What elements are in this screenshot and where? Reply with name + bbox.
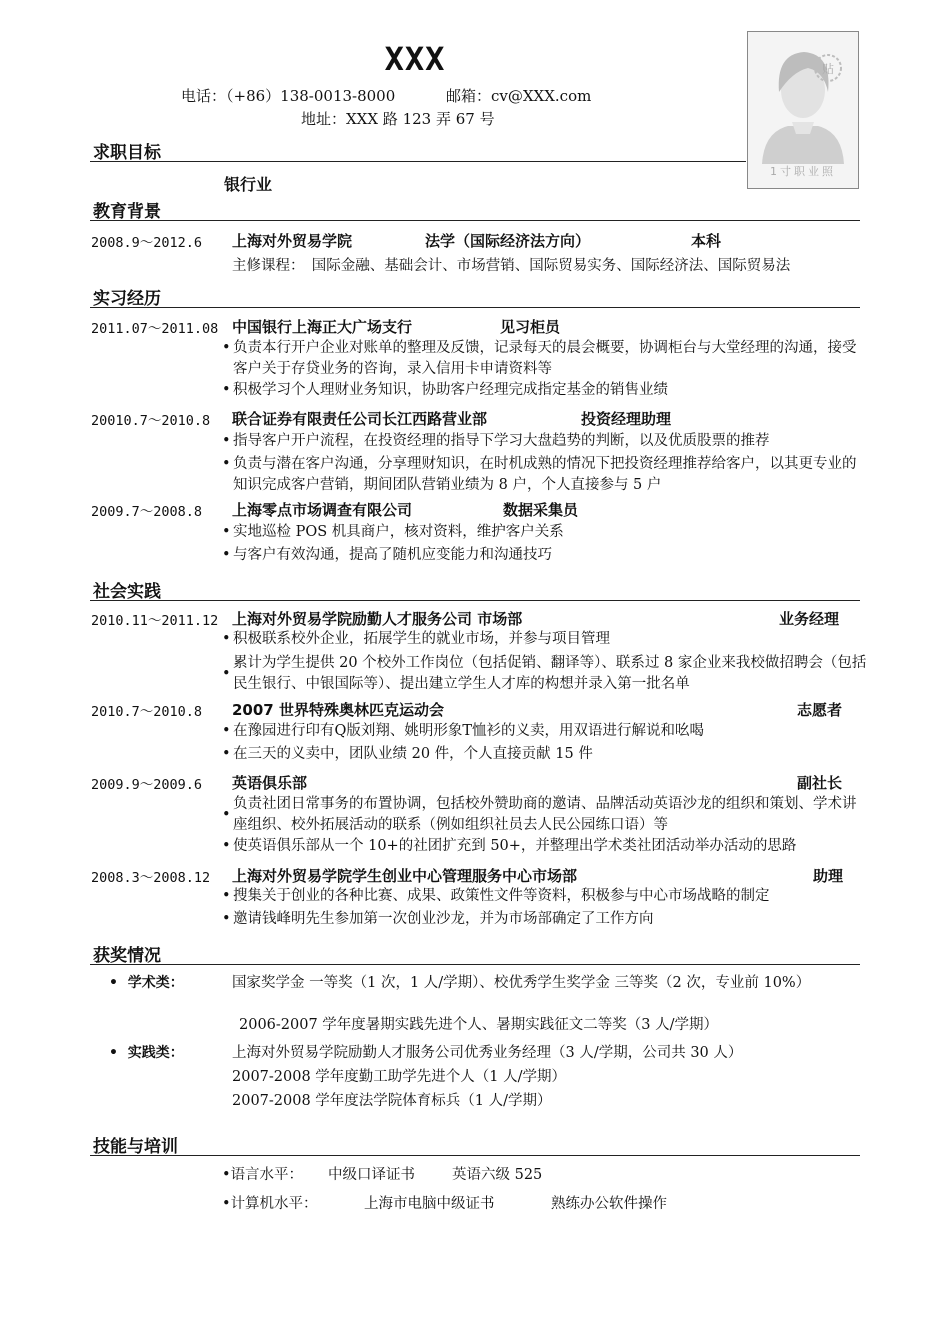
list-item: • 使英语俱乐部从一个 10+的社团扩充到 50+，并整理出学术类社团活动举办活动的思路 (222, 836, 869, 857)
education-date: 2008.9～2012.6 (91, 235, 203, 251)
internship-org: 联合证券有限责任公司长江西路营业部 (232, 410, 488, 428)
list-item: • 负责社团日常事务的布置协调，包括校外赞助商的邀请、品牌活动英语沙龙的组织和策划、学术讲座组织、校外拓展活动的联系（例如组织社员去人民公园练口语）等 (222, 794, 869, 836)
divider (90, 307, 860, 308)
candidate-name: XXX (384, 40, 446, 78)
skill-language-2: 英语六级 525 (452, 1167, 543, 1183)
social-org: 上海对外贸易学院学生创业中心管理服务中心市场部 (232, 867, 578, 885)
skill-computer-label: •计算机水平： (222, 1196, 318, 1212)
award-line: 2007-2008 学年度法学院体育标兵（1 人/学期） (232, 1093, 552, 1109)
list-item: • 积极学习个人理财业务知识，协助客户经理完成指定基金的销售业绩 (222, 380, 869, 401)
internship-date: 20010.7～2010.8 (91, 413, 211, 429)
section-education: 教育背景 (93, 202, 161, 222)
list-item: • 在三天的义卖中，团队业绩 20 件，个人直接贡献 15 件 (222, 744, 869, 765)
divider (90, 1155, 860, 1156)
social-date: 2008.3～2008.12 (91, 870, 211, 886)
objective-value: 银行业 (224, 175, 273, 194)
education-school: 上海对外贸易学院 (232, 232, 353, 250)
education-degree: 本科 (691, 232, 722, 250)
internship-org: 上海零点市场调查有限公司 (232, 501, 413, 519)
divider (90, 220, 860, 221)
social-org: 2007 世界特殊奥林匹克运动会 (232, 701, 444, 719)
internship-role: 投资经理助理 (581, 410, 672, 428)
skill-computer-2: 熟练办公软件操作 (551, 1196, 667, 1212)
list-item: • 累计为学生提供 20 个校外工作岗位（包括促销、翻译等）、联系过 8 家企业来我校做招聘会（包括民生银行、中银国际等）、提出建立学生人才库的构想并录入第一批名单 (222, 653, 869, 695)
list-item: • 搜集关于创业的各种比赛、成果、政策性文件等资料，积极参与中心市场战略的制定 (222, 886, 869, 907)
photo-stamp: 贴 (821, 62, 835, 76)
award-line: 上海对外贸易学院励勤人才服务公司优秀业务经理（3 人/学期，公司共 30 人） (232, 1045, 743, 1061)
award-practice-label: • 实践类： (109, 1045, 184, 1061)
photo-caption: 1寸职业照 (770, 165, 836, 178)
skill-computer-1: 上海市电脑中级证书 (364, 1196, 495, 1212)
education-major: 法学（国际经济法方向） (425, 232, 591, 250)
award-line: 2006-2007 学年度暑期实践先进个人、暑期实践征文二等奖（3 人/学期） (239, 1017, 719, 1033)
list-item: • 负责本行开户企业对账单的整理及反馈，记录每天的晨会概要，协调柜台与大堂经理的沟通，接受客户关于存贷业务的咨询，录入信用卡申请资料等 (222, 338, 869, 380)
section-awards: 获奖情况 (93, 946, 161, 966)
list-item: • 积极联系校外企业，拓展学生的就业市场，并参与项目管理 (222, 629, 869, 650)
award-academic-label: • 学术类： (109, 975, 184, 991)
list-item: • 负责与潜在客户沟通，分享理财知识，在时机成熟的情况下把投资经理推荐给客户，以其更专业的知识完成客户营销，期间团队营销业绩为 8 户，个人直接参与 5 户 (222, 454, 869, 496)
photo-placeholder (747, 31, 859, 189)
section-objective: 求职目标 (93, 143, 161, 163)
internship-date: 2011.07～2011.08 (91, 321, 219, 337)
address: 地址：XXX 路 123 弄 67 号 (301, 110, 495, 128)
social-org: 上海对外贸易学院励勤人才服务公司 市场部 (232, 610, 523, 628)
list-item: • 指导客户开户流程，在投资经理的指导下学习大盘趋势的判断，以及优质股票的推荐 (222, 431, 869, 452)
section-skills: 技能与培训 (93, 1137, 178, 1157)
skill-language-label: •语言水平： (222, 1167, 304, 1183)
internship-date: 2009.7～2008.8 (91, 504, 203, 520)
award-line: 2007-2008 学年度勤工助学先进个人（1 人/学期） (232, 1069, 567, 1085)
section-internship: 实习经历 (93, 289, 161, 309)
social-role: 副社长 (797, 774, 843, 792)
list-item: • 在豫园进行印有Q版刘翔、姚明形象T恤衫的义卖，用双语进行解说和吆喝 (222, 721, 869, 742)
internship-role: 数据采集员 (503, 501, 579, 519)
social-role: 助理 (813, 867, 844, 885)
skill-language-1: 中级口译证书 (328, 1167, 415, 1183)
email: 邮箱：cv@XXX.com (446, 87, 592, 105)
list-item: • 与客户有效沟通，提高了随机应变能力和沟通技巧 (222, 545, 869, 566)
social-date: 2010.7～2010.8 (91, 704, 203, 720)
social-date: 2009.9～2009.6 (91, 777, 203, 793)
divider (90, 964, 860, 965)
section-social: 社会实践 (93, 582, 161, 602)
list-item: • 实地巡检 POS 机具商户，核对资料，维护客户关系 (222, 522, 869, 543)
social-org: 英语俱乐部 (232, 774, 308, 792)
internship-role: 见习柜员 (500, 318, 561, 336)
internship-org: 中国银行上海正大广场支行 (232, 318, 413, 336)
social-role: 业务经理 (779, 610, 840, 628)
social-role: 志愿者 (797, 701, 843, 719)
list-item: • 邀请钱峰明先生参加第一次创业沙龙，并为市场部确定了工作方向 (222, 909, 869, 930)
divider (90, 161, 746, 162)
award-line: 国家奖学金 一等奖（1 次，1 人/学期）、校优秀学生奖学金 三等奖（2 次，专业前 10%） (232, 975, 811, 991)
phone: 电话：（+86）138-0013-8000 (181, 87, 396, 105)
social-date: 2010.11～2011.12 (91, 613, 219, 629)
divider (90, 600, 860, 601)
education-courses: 主修课程： 国际金融、基础会计、市场营销、国际贸易实务、国际经济法、国际贸易法 (232, 258, 791, 274)
